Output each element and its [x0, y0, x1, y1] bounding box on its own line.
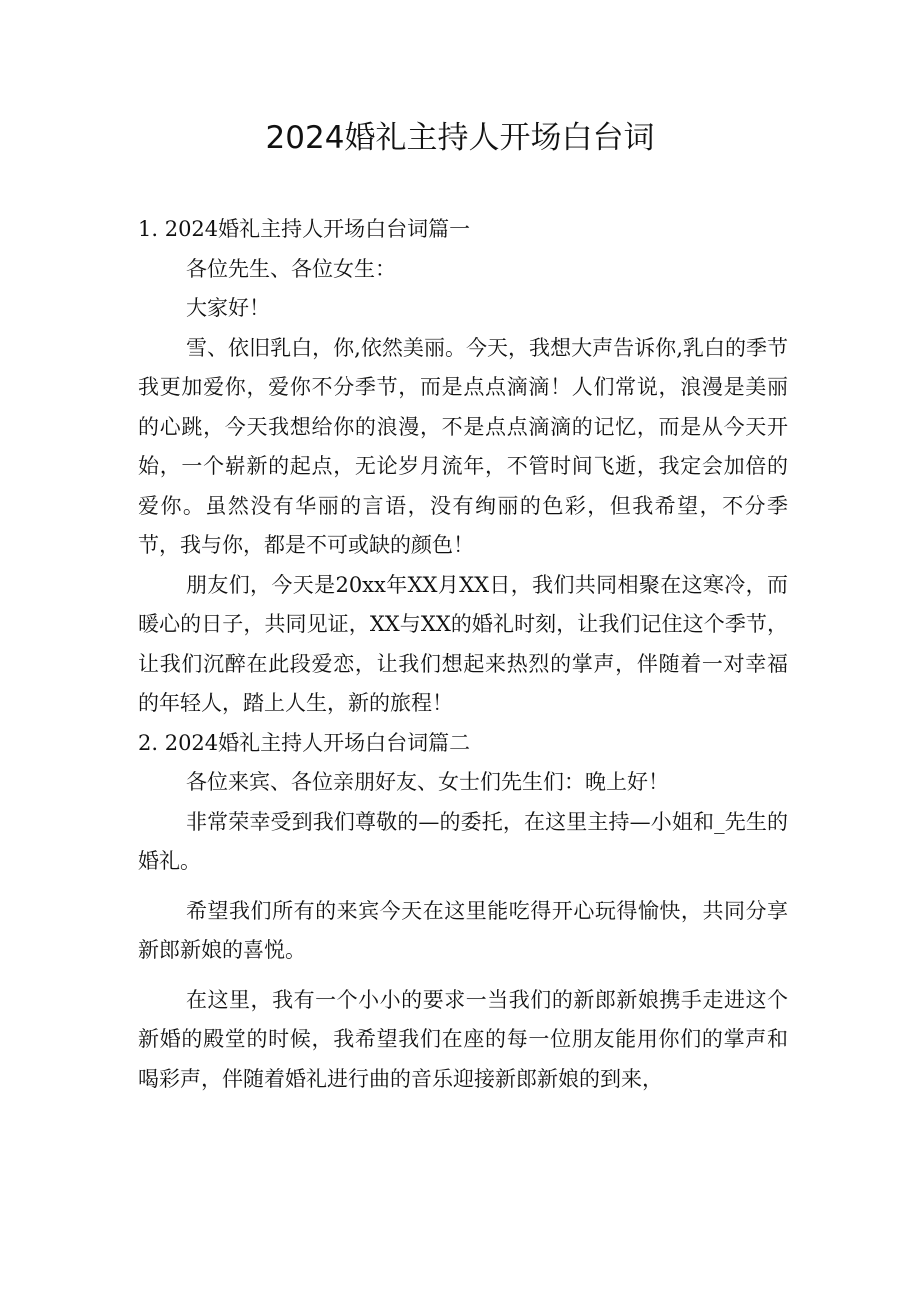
paragraph: 在这里，我有一个小小的要求一当我们的新郎新娘携手走进这个新婚的殿堂的时候，我希望我们在座的每一位朋友能用你们的掌声和喝彩声，伴随着婚礼进行曲的音乐迎接新郎新娘的到来，: [138, 987, 788, 1091]
document-body: [138, 210, 788, 1099]
paragraph: 朋友们，今天是20xx年XX月XX日，我们共同相聚在这寒冷，而暖心的日子，共同见证，XX与XX的婚礼时刻，让我们记住这个季节，让我们沉醉在此段爱恋，让我们想起来热烈的掌声，伴随着一对幸福的年轻人，踏上人生，新的旅程！: [138, 572, 788, 715]
section-heading: 1. 2024婚礼主持人开场白台词篇一: [138, 217, 471, 241]
section-1: [138, 210, 788, 724]
paragraph: 各位先生、各位女生：: [186, 256, 396, 281]
paragraph: 各位来宾、各位亲朋好友、女士们先生们：晚上好！: [186, 770, 669, 794]
paragraph: 大家好！: [186, 296, 270, 320]
paragraph: 希望我们所有的来宾今天在这里能吃得开心玩得愉快，共同分享新郎新娘的喜悦。: [138, 898, 788, 962]
paragraph: 雪、依旧乳白，你,依然美丽。今天，我想大声告诉你,乳白的季节我更加爱你，爱你不分季节，而是点点滴滴！人们常说，浪漫是美丽的心跳，今天我想给你的浪漫，不是点点滴滴的记忆，而是从今天开始，一个崭新的起点，无论岁月流年，不管时间飞逝，我定会加倍的爱你。虽然没有华丽的言语，没有绚丽的色彩，但我希望，不分季节，我与你，都是不可或缺的颜色！: [138, 335, 788, 557]
paragraph: 非常荣幸受到我们尊敬的—的委托，在这里主持—小姐和_先生的婚礼。: [138, 809, 788, 873]
section-heading: 2. 2024婚礼主持人开场白台词篇二: [138, 730, 471, 755]
document-title: 2024婚礼主持人开场白台词: [265, 120, 655, 156]
section-2: [138, 724, 788, 1100]
